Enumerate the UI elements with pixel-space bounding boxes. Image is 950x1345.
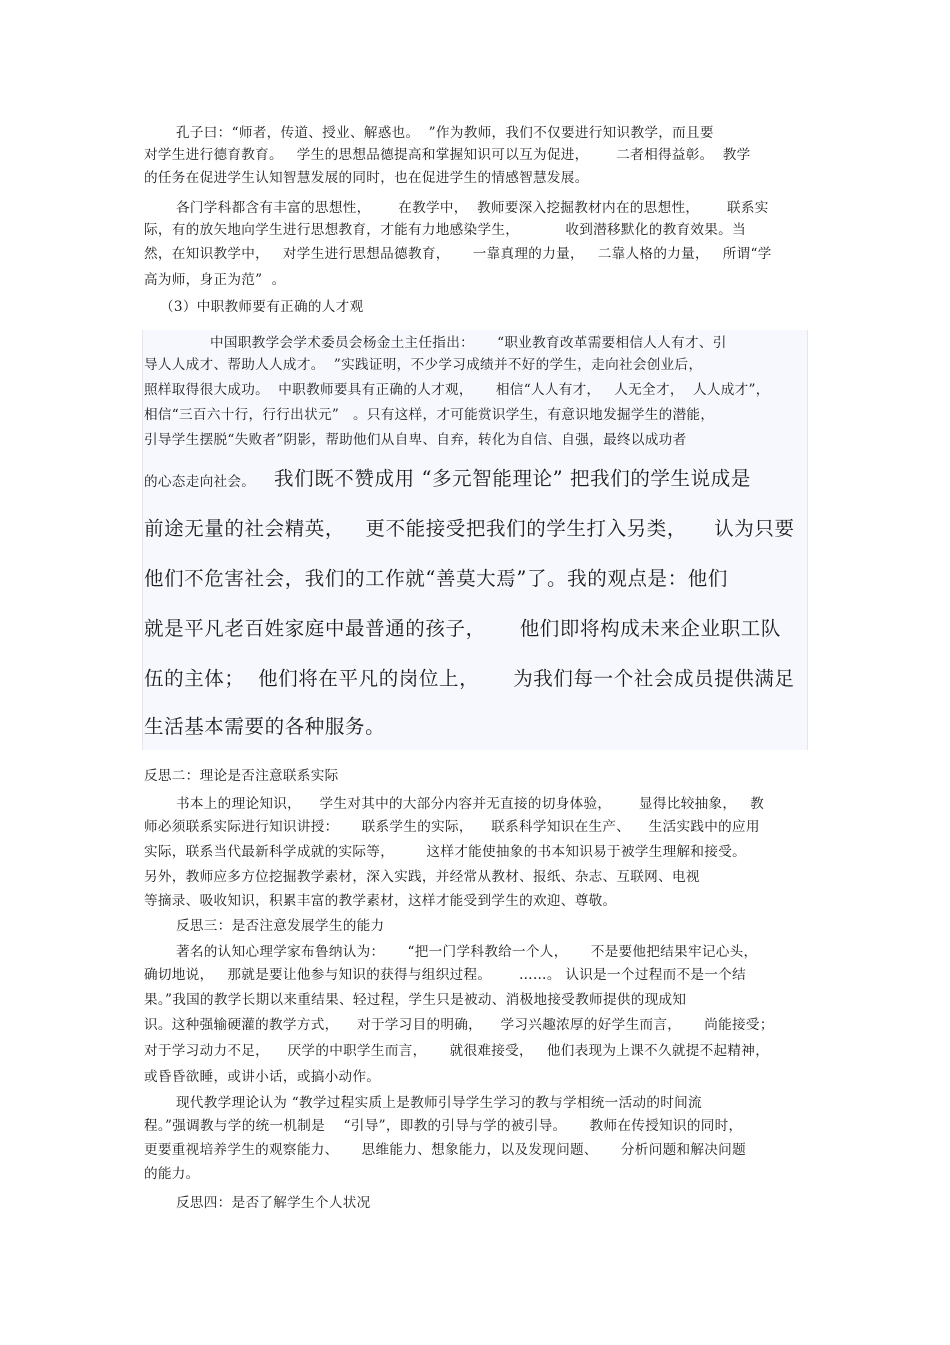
paragraph-line: 实际，联系当代最新科学成就的实际等， 这样才能使抽象的书本知识易于被学生理解和接受。 <box>144 844 746 860</box>
paragraph-line: 高为师，身正为范” 。 <box>144 272 286 288</box>
paragraph-line: 孔子曰：“师者，传道、授业、解惑也。 ”作为教师，我们不仅要进行知识教学，而且要 <box>176 125 714 141</box>
box-line-large: 前途无量的社会精英， 更不能接受把我们的学生打入另类， 认为只要 <box>144 517 795 540</box>
section-heading: （3）中职教师要有正确的人才观 <box>160 299 364 315</box>
paragraph-line: 际，有的放矢地向学生进行思想教育，才能有力地感染学生， 收到潜移默化的教育效果。当 <box>144 222 746 238</box>
paragraph-line: 等摘录、吸收知识，积累丰富的教学素材，这样才能受到学生的欢迎、尊敬。 <box>144 893 617 909</box>
box-line: 中国职教学会学术委员会杨金土主任指出： “职业教育改革需要相信人人有才、引 <box>210 335 727 351</box>
paragraph-line: 识。这种强输硬灌的教学方式， 对于学习目的明确， 学习兴趣浓厚的好学生而言， 尚能接受； <box>144 1017 774 1033</box>
box-line: 相信“三百六十行，行行出状元” 。只有这样，才可能赏识学生，有意识地发掘学生的潜能， <box>144 407 715 423</box>
paragraph-line: 另外，教师应多方位挖掘教学素材，深入实践，并经常从教材、报纸、杂志、互联网、电视 <box>144 869 700 885</box>
paragraph-line: 的任务在促进学生认知智慧发展的同时，也在促进学生的情感智慧发展。 <box>144 170 589 186</box>
box-line: 导人人成才、帮助人人成才。 ”实践证明，不少学习成绩并不好的学生，走向社会创业后， <box>144 357 703 373</box>
box-line-large: 就是平凡老百姓家庭中最普通的孩子， 他们即将构成未来企业职工队 <box>144 617 781 640</box>
paragraph-line: 确切地说， 那就是要让他参与知识的获得与组织过程。 ……。 认识是一个过程而不是一个结 <box>144 967 746 983</box>
paragraph-line: 师必须联系实际进行知识讲授： 联系学生的实际， 联系科学知识在生产、 生活实践中的应用 <box>144 819 760 835</box>
paragraph-line: 对于学习动力不足， 厌学的中职学生而言， 就很难接受， 他们表现为上课不久就提不起精神， <box>144 1043 770 1059</box>
box-line-small: 的心态走向社会。 <box>144 474 256 490</box>
box-line-large: 伍的主体； 他们将在平凡的岗位上， 为我们每一个社会成员提供满足 <box>144 667 795 690</box>
section-heading: 反思二：理论是否注意联系实际 <box>144 768 339 784</box>
section-heading: 反思四：是否了解学生个人状况 <box>176 1195 371 1211</box>
paragraph-line: 对学生进行德育教育。 学生的思想品德提高和掌握知识可以互为促进， 二者相得益彰。 教学 <box>144 147 751 163</box>
section-heading: 反思三：是否注意发展学生的能力 <box>176 918 385 934</box>
box-line-large: 我们既不赞成用 “多元智能理论” 把我们的学生说成是 <box>274 467 751 490</box>
paragraph-line: 或昏昏欲睡，或讲小话，或搞小动作。 <box>144 1069 381 1085</box>
paragraph-line: 的能力。 <box>144 1166 200 1182</box>
paragraph-line: 书本上的理论知识， 学生对其中的大部分内容并无直接的切身体验， 显得比较抽象， 教 <box>176 796 765 812</box>
box-line: 照样取得很大成功。 中职教师要具有正确的人才观， 相信“人人有才， 人无全才， 人人成才”， <box>144 382 770 398</box>
box-line: 引导学生摆脱“失败者”阴影，帮助他们从自卑、自弃，转化为自信、自强，最终以成功者 <box>144 432 687 448</box>
paragraph-line: 果。”我国的教学长期以来重结果、轻过程，学生只是被动、消极地接受教师提供的现成知 <box>144 992 687 1008</box>
paragraph-line: 然，在知识教学中， 对学生进行思想品德教育， 一靠真理的力量， 二靠人格的力量， 所谓“学 <box>144 246 772 262</box>
paragraph-line: 各门学科都含有丰富的思想性， 在教学中， 教师要深入挖掘教材内在的思想性， 联系实 <box>176 200 769 216</box>
box-line-large: 生活基本需要的各种服务。 <box>144 715 386 738</box>
paragraph-line: 程。”强调教与学的统一机制是 “引导”，即教的引导与学的被引导。 教师在传授知识的同时， <box>144 1118 743 1134</box>
paragraph-line: 现代教学理论认为 “教学过程实质上是教师引导学生学习的教与学相统一活动的时间流 <box>176 1095 702 1111</box>
paragraph-line: 著名的认知心理学家布鲁纳认为： “把一门学科教给一个人， 不是要他把结果牢记心头， <box>176 944 758 960</box>
paragraph-line: 更要重视培养学生的观察能力、 思维能力、想象能力，以及发现问题、 分析问题和解决问题 <box>144 1142 746 1158</box>
box-line-large: 他们不危害社会，我们的工作就“善莫大焉”了。我的观点是：他们 <box>144 567 728 590</box>
